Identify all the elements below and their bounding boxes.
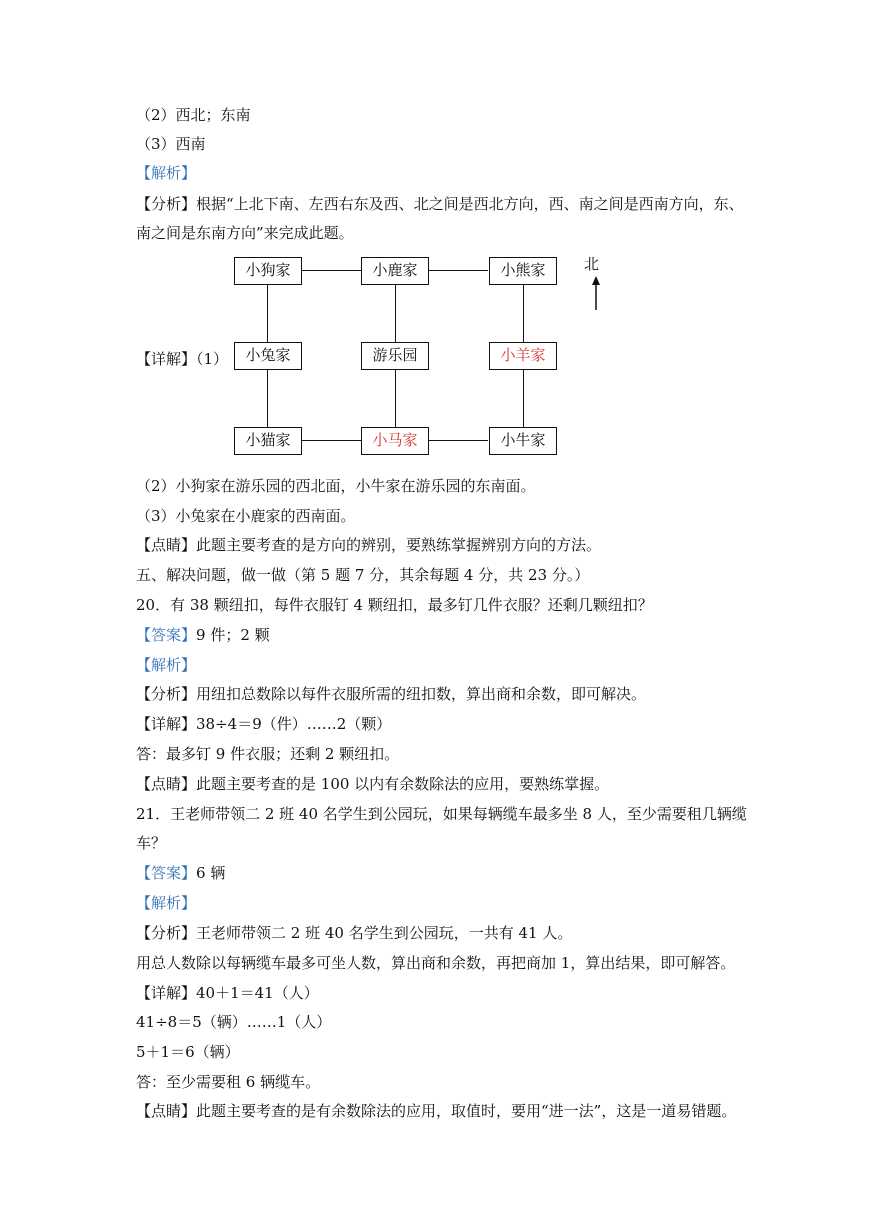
detail-label: 【详解】（1） [136,350,229,368]
node-rabbit-house: 小兔家 [234,342,302,370]
connector-horse-cow [429,440,488,441]
north-arrow-icon [582,254,612,314]
node-cat-house: 小猫家 [234,427,302,455]
comment-20: 【点睛】此题主要考查的是 100 以内有余数除法的应用，要熟练掌握。 [136,775,610,793]
node-cow-house: 小牛家 [489,427,557,455]
node-bear-house: 小熊家 [489,257,557,285]
answer-20: 【答案】9 件；2 颗 [136,626,270,644]
connector-dog-deer [302,270,361,271]
question-20: 20．有 38 颗纽扣，每件衣服钉 4 颗纽扣，最多钉几件衣服？还剩几颗纽扣？ [136,596,653,614]
question-21-line-2: 车？ [136,834,167,852]
node-dog-house: 小狗家 [234,257,302,285]
comment-19: 【点睛】此题主要考查的是方向的辨别，要熟练掌握辨别方向的方法。 [136,536,602,554]
connector-deer-bear [429,270,488,271]
direction-diagram [136,254,616,464]
analysis-heading-20: 【解析】 [136,656,197,674]
question-21-line-1: 21．王老师带领二 2 班 40 名学生到公园玩，如果每辆缆车最多坐 8 人，至少需要租几辆缆 [136,805,747,823]
detail-21-line-2: 41÷8＝5（辆）……1（人） [136,1013,332,1031]
analysis-21-line-1: 【分析】王老师带领二 2 班 40 名学生到公园玩，一共有 41 人。 [136,924,573,942]
analysis-20: 【分析】用纽扣总数除以每件衣服所需的纽扣数，算出商和余数，即可解决。 [136,685,647,703]
detail-part-3: （3）小兔家在小鹿家的西南面。 [136,507,356,525]
node-park: 游乐园 [361,342,429,370]
connector-deer-park [395,285,396,342]
answer-21: 【答案】6 辆 [136,864,226,882]
analysis-heading: 【解析】 [136,164,197,182]
north-indicator [582,254,612,314]
analysis-heading-21: 【解析】 [136,894,197,912]
connector-sheep-cow [523,370,524,427]
analysis-text-1: 【分析】根据“上北下南、左西右东及西、北之间是西北方向，西、南之间是西南方向，东、 [136,195,744,213]
connector-bear-sheep [523,285,524,342]
connector-cat-horse [302,440,361,441]
node-horse-house: 小马家 [361,427,429,455]
detail-21-line-3: 5＋1＝6（辆） [136,1043,240,1061]
connector-rabbit-cat [267,370,268,427]
connector-dog-rabbit [267,285,268,342]
analysis-21-line-2: 用总人数除以每辆缆车最多可坐人数，算出商和余数，再把商加 1，算出结果，即可解答。 [136,954,736,972]
reply-21: 答：至少需要租 6 辆缆车。 [136,1073,321,1091]
connector-park-horse [395,370,396,427]
detail-21-line-1: 【详解】40＋1＝41（人） [136,984,319,1002]
answer-part-2: （2）西北；东南 [136,106,251,124]
node-sheep-house: 小羊家 [489,342,557,370]
detail-20: 【详解】38÷4＝9（件）……2（颗） [136,715,392,733]
node-deer-house: 小鹿家 [361,257,429,285]
north-label: 北 [584,255,600,273]
detail-part-2: （2）小狗家在游乐园的西北面，小牛家在游乐园的东南面。 [136,477,536,495]
analysis-text-2: 南之间是东南方向”来完成此题。 [136,224,354,242]
section-heading-5: 五、解决问题，做一做（第 5 题 7 分，其余每题 4 分，共 23 分。） [136,566,590,584]
answer-part-3: （3）西南 [136,135,206,153]
comment-21: 【点睛】此题主要考查的是有余数除法的应用，取值时，要用“进一法”，这是一道易错题。 [136,1102,737,1120]
reply-20: 答：最多钉 9 件衣服；还剩 2 颗纽扣。 [136,745,400,763]
